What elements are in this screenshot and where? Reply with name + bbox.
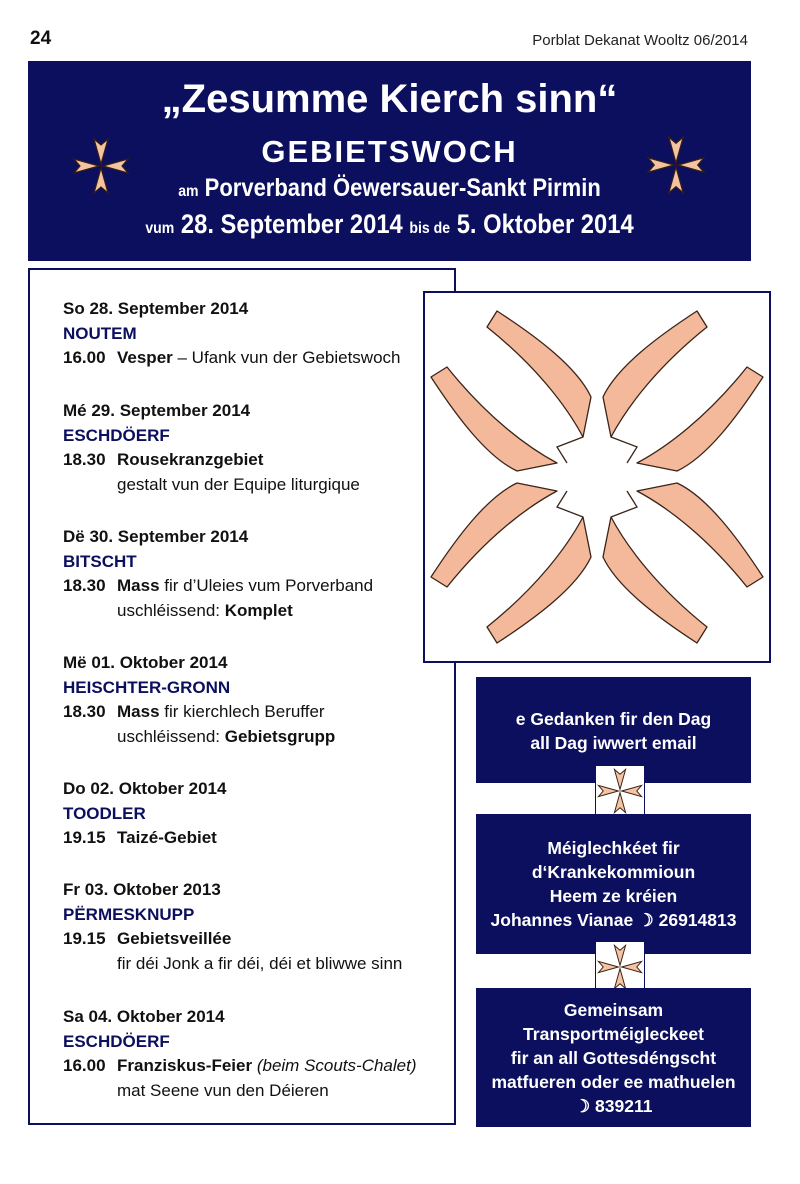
- banner-dates: [71, 209, 707, 240]
- event-title: Vesper: [117, 348, 173, 367]
- event-detail: mat Seene vun den Déieren: [117, 1080, 329, 1100]
- banner-location-prefix: am: [178, 183, 199, 200]
- event-title: Gebietsveillée: [117, 929, 232, 948]
- day-date: So 28. September 2014: [63, 299, 249, 318]
- info-line: e Gedanken fir den Dag: [515, 709, 712, 729]
- small-cross-icon: [595, 765, 645, 817]
- day-date: Fr 03. Oktober 2013: [63, 880, 221, 899]
- event-detail: [63, 599, 453, 624]
- banner-location: [71, 174, 707, 203]
- schedule-day: [63, 878, 453, 976]
- day-place: ESCHDÖERF: [63, 1031, 170, 1051]
- day-event: [63, 448, 453, 473]
- event-time: 16.00: [63, 1056, 106, 1075]
- event-detail-bold: Komplet: [224, 600, 293, 620]
- banner-subtitle: GEBIETSWOCH: [261, 134, 518, 169]
- info-line: ☽ 839211: [574, 1096, 653, 1116]
- event-detail-bold: Gebietsgrupp: [224, 726, 336, 746]
- event-time: 19.15: [63, 828, 106, 847]
- day-date: Sa 04. Oktober 2014: [63, 1007, 225, 1026]
- info-line: d‘Krankekommioun: [531, 862, 696, 882]
- event-time: 18.30: [63, 702, 106, 721]
- info-line: Méiglechkéet fir: [547, 838, 680, 858]
- event-detail: [63, 725, 453, 750]
- event-detail-text: uschléissend:: [117, 600, 225, 620]
- cross-icon: [596, 766, 644, 816]
- event-title: Franziskus-Feier: [117, 1056, 253, 1075]
- info-line: fir an all Gottesdéngscht: [510, 1048, 717, 1068]
- event-time: 19.15: [63, 929, 106, 948]
- event-time: 18.30: [63, 450, 106, 469]
- event-note: (beim Scouts-Chalet): [252, 1056, 417, 1075]
- hands-cross-icon: [425, 293, 769, 661]
- page-number: 24: [30, 28, 52, 49]
- event-title: Taizé-Gebiet: [117, 828, 217, 847]
- day-place: TOODLER: [63, 803, 146, 823]
- day-event: [63, 1054, 453, 1079]
- event-detail-text: uschléissend:: [117, 726, 225, 746]
- day-event: [63, 700, 453, 725]
- event-title: Mass: [117, 702, 160, 721]
- info-line: Heem ze kréien: [549, 886, 678, 906]
- info-line: Transportméigleckeet: [523, 1024, 704, 1044]
- day-date: Më 01. Oktober 2014: [63, 653, 228, 672]
- day-event: [63, 346, 453, 371]
- day-place: NOUTEM: [63, 323, 137, 343]
- title-banner: [28, 61, 751, 261]
- day-date: Dë 30. September 2014: [63, 527, 249, 546]
- day-place: PËRMESKNUPP: [63, 904, 195, 924]
- info-box-communion: [476, 814, 751, 954]
- schedule-day: [63, 777, 453, 851]
- banner-dates-prefix: vum: [145, 220, 175, 237]
- event-time: 18.30: [63, 576, 106, 595]
- schedule-day: [63, 297, 453, 371]
- small-cross-icon: [595, 941, 645, 993]
- banner-dates-mid: bis de: [409, 220, 451, 237]
- banner-title: „Zesumme Kierch sinn“: [161, 77, 618, 121]
- day-place: ESCHDÖERF: [63, 425, 170, 445]
- banner-start-date: 28. September 2014: [180, 209, 403, 239]
- event-detail: gestalt vun der Equipe liturgique: [117, 474, 360, 494]
- event-time: 16.00: [63, 348, 106, 367]
- info-line: Gemeinsam: [563, 1000, 664, 1020]
- event-title: Rousekranzgebiet: [117, 450, 264, 469]
- info-line: matfueren oder ee mathuelen: [491, 1072, 736, 1092]
- day-date: Do 02. Oktober 2014: [63, 779, 227, 798]
- schedule-day: [63, 525, 453, 623]
- banner-location-name: Porverband Öewersauer-Sankt Pirmin: [204, 174, 601, 202]
- day-place: HEISCHTER-GRONN: [63, 677, 231, 697]
- schedule-day: [63, 1005, 453, 1103]
- banner-end-date: 5. Oktober 2014: [456, 209, 634, 239]
- info-line: Johannes Vianae ☽ 26914813: [490, 910, 737, 930]
- day-event: [63, 826, 453, 851]
- event-detail: fir déi Jonk a fir déi, déi et bliwwe sinn: [117, 953, 403, 973]
- event-description: fir kierchlech Beruffer: [159, 702, 325, 721]
- event-title: Mass: [117, 576, 160, 595]
- day-event: [63, 574, 453, 599]
- schedule-box: [28, 268, 456, 1125]
- day-event: [63, 927, 453, 952]
- publication-header: Porblat Dekanat Wooltz 06/2014: [532, 32, 748, 49]
- info-line: all Dag iwwert email: [530, 733, 697, 753]
- schedule-day: [63, 651, 453, 749]
- day-date: Mé 29. September 2014: [63, 401, 251, 420]
- event-description: – Ufank vun der Gebietswoch: [172, 348, 401, 367]
- info-box-transport: [476, 988, 751, 1127]
- schedule-day: [63, 399, 453, 497]
- event-description: fir d’Uleies vum Porverband: [159, 576, 374, 595]
- hands-cross-illustration: [423, 291, 771, 663]
- day-place: BITSCHT: [63, 551, 137, 571]
- cross-icon: [596, 942, 644, 992]
